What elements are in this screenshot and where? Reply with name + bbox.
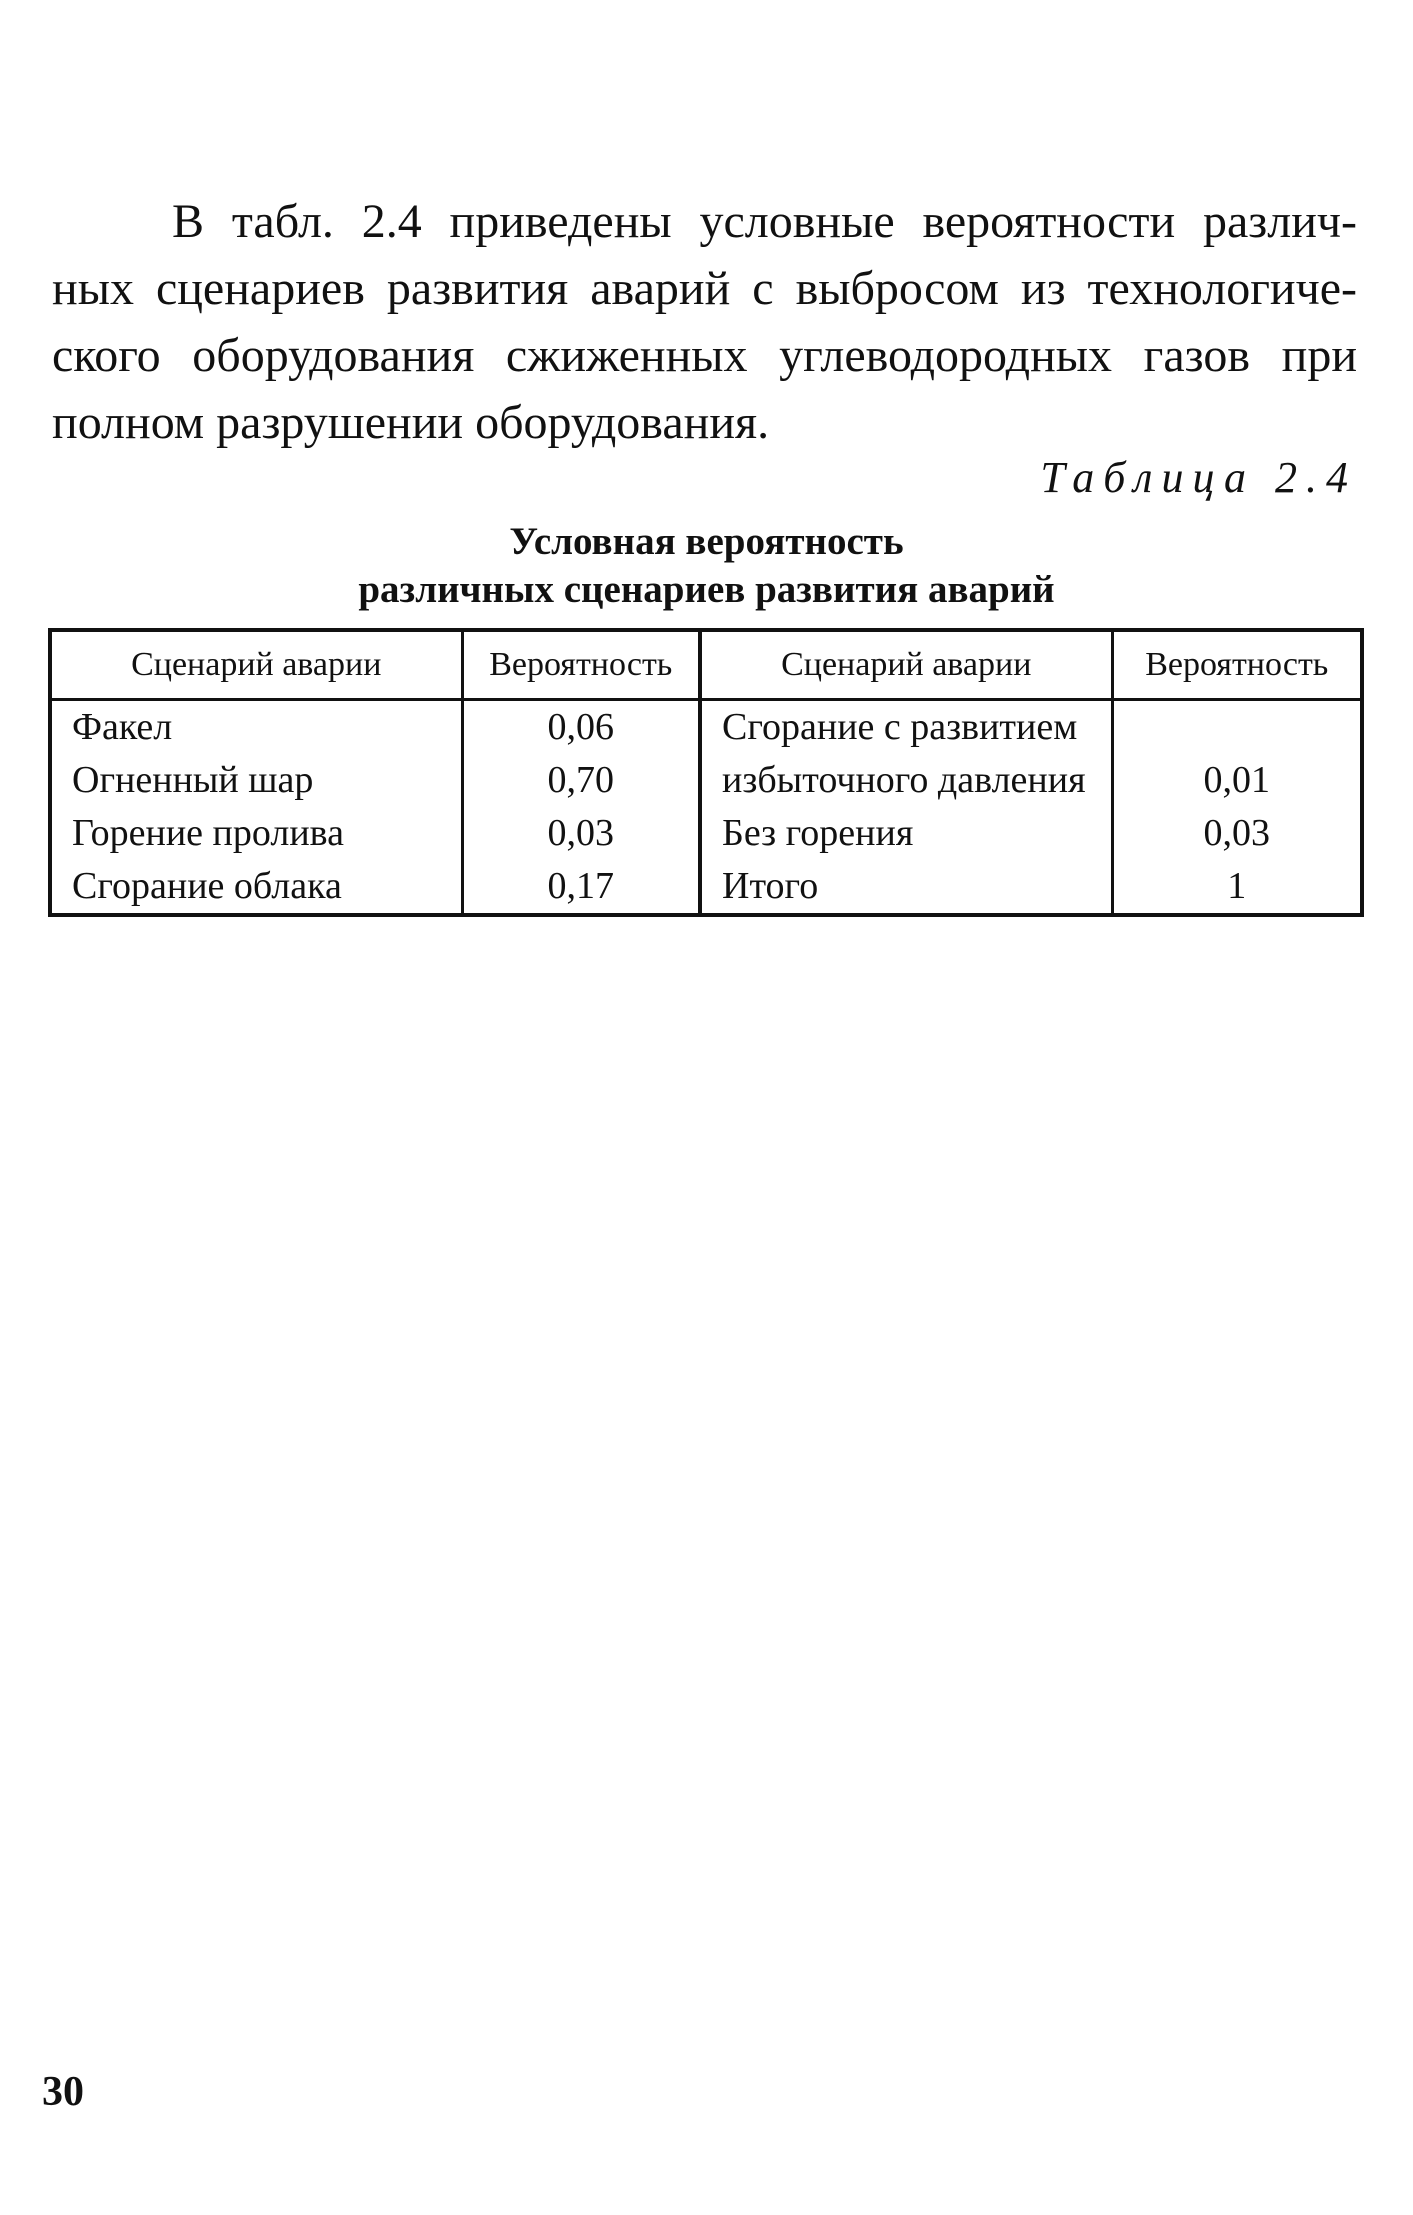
probability-cell	[1112, 700, 1362, 755]
header-probability: Вероятность	[1112, 630, 1362, 700]
paragraph-line: ского оборудования сжиженных углеводородных газов при	[52, 329, 1357, 382]
table-title-line: различных сценариев развития аварий	[358, 568, 1055, 611]
body-paragraph	[52, 188, 1357, 456]
paragraph-line: полном разрушении оборудования.	[52, 396, 770, 449]
probability-cell: 0,01	[1112, 754, 1362, 807]
table-title	[0, 518, 1413, 614]
probability-table	[48, 628, 1364, 917]
scenario-cell: Факел	[72, 706, 173, 748]
table-row	[50, 700, 1362, 755]
scenario-cell: Горение пролива	[72, 812, 344, 854]
probability-cell: 0,03	[1112, 807, 1362, 860]
probability-cell: 0,03	[462, 807, 700, 860]
table-row	[50, 807, 1362, 860]
header-probability: Вероятность	[462, 630, 700, 700]
probability-cell: 0,17	[462, 860, 700, 915]
table-row	[50, 860, 1362, 915]
header-scenario: Сценарий аварии	[50, 630, 462, 700]
table-header-row	[50, 630, 1362, 700]
scenario-cell: избыточного давления	[700, 754, 1112, 807]
scenario-cell: Без горения	[700, 807, 1112, 860]
scenario-cell: Сгорание облака	[72, 865, 342, 907]
scenario-cell: Огненный шар	[72, 759, 314, 801]
header-scenario: Сценарий аварии	[700, 630, 1112, 700]
page-number: 30	[42, 2069, 84, 2115]
probability-cell: 1	[1112, 860, 1362, 915]
paragraph-line: В табл. 2.4 приведены условные вероятности различ-	[172, 195, 1357, 248]
paragraph-line: ных сценариев развития аварий с выбросом из технологиче-	[52, 262, 1357, 315]
table-label: Таблица 2.4	[1040, 453, 1357, 502]
scenario-cell: Сгорание с развитием	[700, 700, 1112, 755]
probability-cell: 0,70	[462, 754, 700, 807]
probability-cell: 0,06	[462, 700, 700, 755]
table-row	[50, 754, 1362, 807]
scenario-cell: Итого	[700, 860, 1112, 915]
table-title-line: Условная вероятность	[509, 520, 904, 563]
